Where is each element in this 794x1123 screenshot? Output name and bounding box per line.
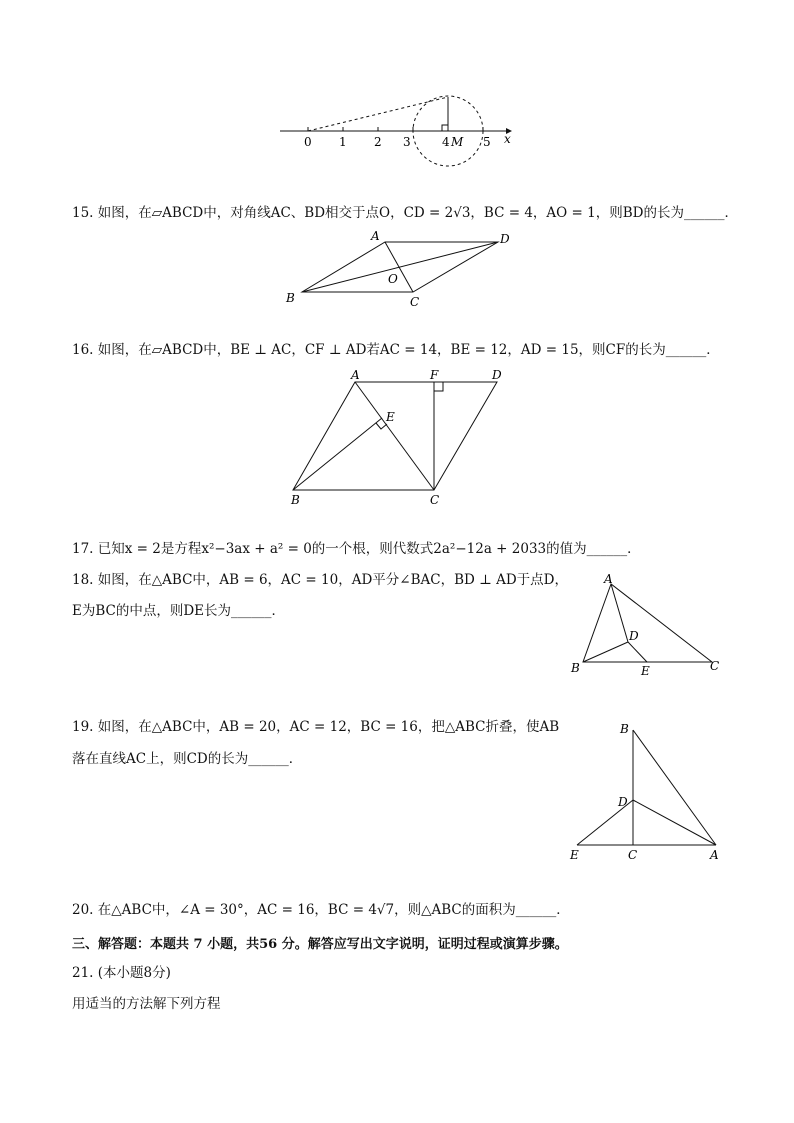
point-label-m: M bbox=[451, 135, 464, 149]
question-18-line-1: 18. 如图，在△ABC中，AB = 6，AC = 10，AD平分∠BAC，BD ⊥ AD于点D， bbox=[72, 572, 568, 588]
label-b: B bbox=[571, 661, 580, 675]
q15-figure bbox=[280, 228, 520, 312]
segment-bd bbox=[583, 642, 628, 662]
q16-figure bbox=[285, 365, 515, 508]
label-b: B bbox=[620, 722, 629, 736]
label-c: C bbox=[628, 848, 638, 862]
q18-figure bbox=[565, 570, 730, 680]
label-d: D bbox=[492, 368, 502, 382]
tick-label-0: 0 bbox=[304, 135, 312, 149]
tick-label-5: 5 bbox=[483, 135, 491, 149]
question-15: 15. 如图，在▱ABCD中，对角线AC、BD相交于点O，CD = 2√3，BC = 4，AO = 1，则BD的长为______． bbox=[72, 205, 738, 221]
right-angle-mark-f bbox=[434, 382, 443, 391]
question-16: 16. 如图，在▱ABCD中，BE ⊥ AC，CF ⊥ AD若AC = 14，BE = 12，AD = 15，则CF的长为______． bbox=[72, 342, 720, 358]
segment-ad bbox=[611, 584, 628, 642]
label-d: D bbox=[618, 795, 628, 809]
tick-label-2: 2 bbox=[374, 135, 382, 149]
label-b: B bbox=[291, 493, 300, 507]
question-20: 20. 在△ABC中，∠A = 30°，AC = 16，BC = 4√7，则△ABC的面积为______． bbox=[72, 902, 570, 918]
right-angle-mark bbox=[442, 125, 448, 131]
question-17: 17. 已知x = 2是方程x²−3ax + a² = 0的一个根，则代数式2a²−12a + 2033的值为______． bbox=[72, 541, 641, 557]
tick-label-3: 3 bbox=[403, 135, 411, 149]
diagonal-bd bbox=[302, 242, 498, 292]
label-c: C bbox=[410, 295, 420, 309]
label-e: E bbox=[570, 848, 579, 862]
section-3-title: 三、解答题：本题共 7 小题，共56 分。解答应写出文字说明，证明过程或演算步骤。 bbox=[72, 937, 568, 952]
tick-label-1: 1 bbox=[339, 135, 347, 149]
question-21-header: 21. (本小题8分) bbox=[72, 965, 171, 981]
segment-be bbox=[293, 418, 382, 490]
label-e: E bbox=[641, 664, 650, 678]
label-a: A bbox=[604, 572, 613, 586]
label-c: C bbox=[430, 493, 440, 507]
tick-label-4: 4 bbox=[442, 135, 450, 149]
segment-ba bbox=[633, 730, 716, 845]
question-18-line-2: E为BC的中点，则DE长为______． bbox=[72, 603, 286, 619]
label-d: D bbox=[500, 232, 510, 246]
segment-da bbox=[633, 800, 716, 845]
question-21-instruction: 用适当的方法解下列方程 bbox=[72, 996, 221, 1012]
label-e: E bbox=[386, 410, 395, 424]
q19-figure bbox=[565, 718, 730, 866]
label-a: A bbox=[351, 368, 360, 382]
label-c: C bbox=[710, 659, 720, 673]
label-b: B bbox=[286, 291, 295, 305]
label-o: O bbox=[388, 272, 398, 286]
label-f: F bbox=[430, 368, 439, 382]
question-19-line-2: 落在直线AC上，则CD的长为______． bbox=[72, 751, 303, 767]
diagonal-ac bbox=[355, 382, 434, 490]
label-a: A bbox=[371, 229, 380, 243]
dashed-hypotenuse bbox=[308, 97, 448, 131]
segment-de bbox=[628, 642, 647, 662]
triangle-abc bbox=[583, 584, 712, 662]
label-d: D bbox=[629, 629, 639, 643]
question-19-line-1: 19. 如图，在△ABC中，AB = 20，AC = 12，BC = 16，把△ABC折叠，使AB bbox=[72, 719, 560, 735]
label-a: A bbox=[710, 848, 719, 862]
axis-label-x: x bbox=[504, 132, 511, 146]
number-line-figure bbox=[270, 88, 530, 178]
